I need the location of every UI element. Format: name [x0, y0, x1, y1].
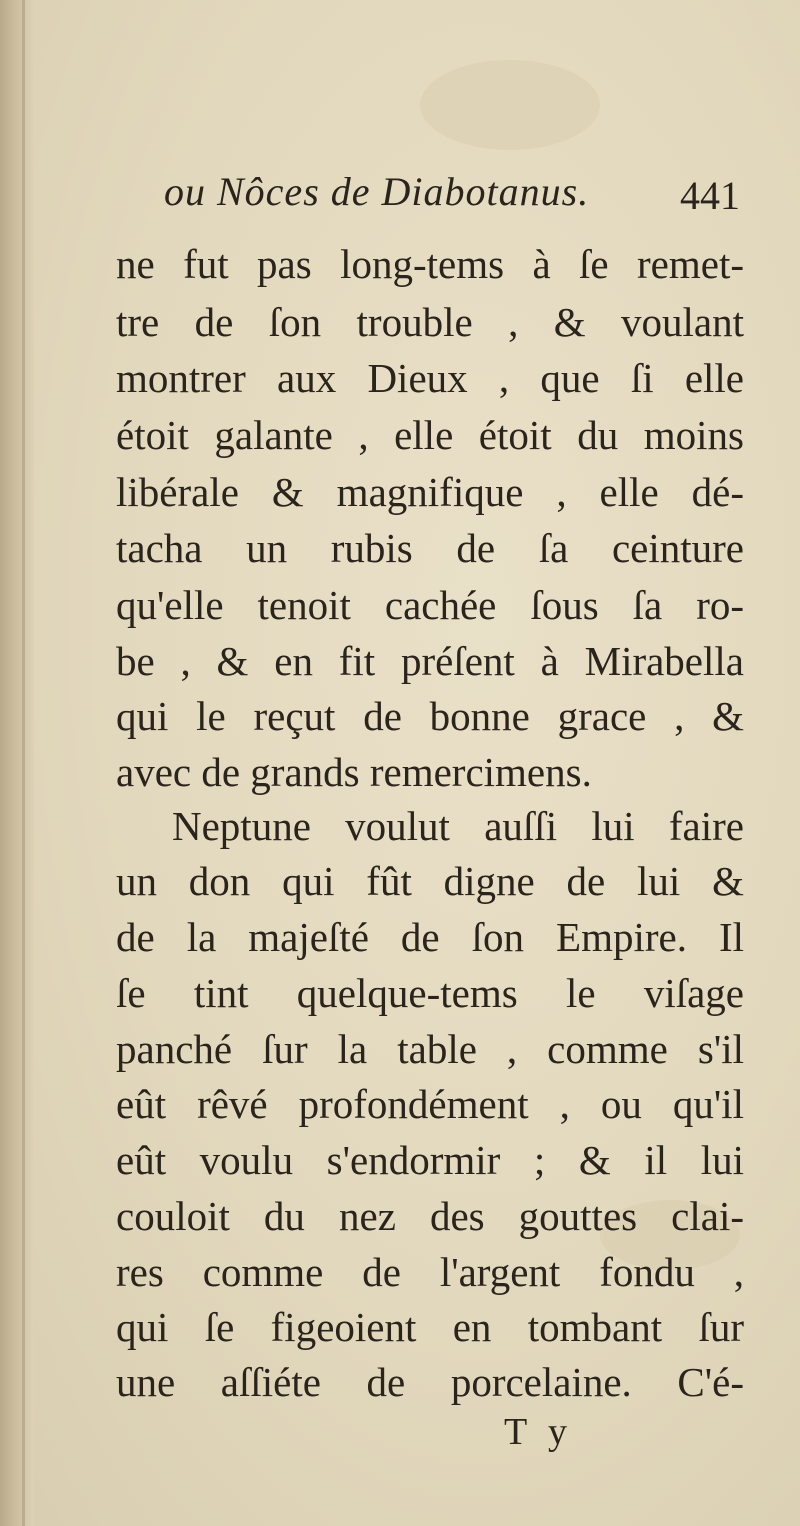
text-line: couloit du nez des gouttes clai- [116, 1193, 744, 1239]
text-line: qu'elle tenoit cachée ſous ſa ro- [116, 582, 744, 628]
text-line: une aſſiéte de porcelaine. C'é- [116, 1359, 744, 1405]
text-line: eût voulu s'endormir ; & il lui [116, 1137, 744, 1183]
text-line: eût rêvé profondément , ou qu'il [116, 1081, 744, 1127]
text-line: panché ſur la table , comme s'il [116, 1026, 744, 1072]
text-line: tre de ſon trouble , & voulant [116, 299, 744, 345]
text-line: ne fut pas long-tems à ſe remet- [116, 241, 744, 287]
signature-mark: T y [504, 1411, 574, 1453]
text-line: res comme de l'argent fondu , [116, 1249, 744, 1295]
text-line: Neptune voulut auſſi lui faire [172, 803, 744, 849]
text-line: un don qui fût digne de lui & [116, 858, 744, 904]
book-gutter [0, 0, 34, 1526]
text-line: de la majeſté de ſon Empire. Il [116, 914, 744, 960]
text-line: libérale & magnifique , elle dé- [116, 469, 744, 515]
text-line: étoit galante , elle étoit du moins [116, 412, 744, 458]
text-line: ſe tint quelque-tems le viſage [116, 970, 744, 1016]
text-line: tacha un rubis de ſa ceinture [116, 525, 744, 571]
paper-stain [420, 60, 600, 150]
gutter-edge-line [22, 0, 25, 1526]
text-line: montrer aux Dieux , que ſi elle [116, 355, 744, 401]
text-line: qui le reçut de bonne grace , & [116, 693, 744, 739]
text-line: qui ſe figeoient en tombant ſur [116, 1304, 744, 1350]
running-title: ou Nôces de Diabotanus. [164, 169, 590, 214]
text-line: avec de grands remercimens. [116, 749, 592, 795]
running-head [164, 168, 744, 224]
text-line: be , & en fit préſent à Mirabella [116, 638, 744, 684]
page-number: 441 [680, 173, 740, 218]
